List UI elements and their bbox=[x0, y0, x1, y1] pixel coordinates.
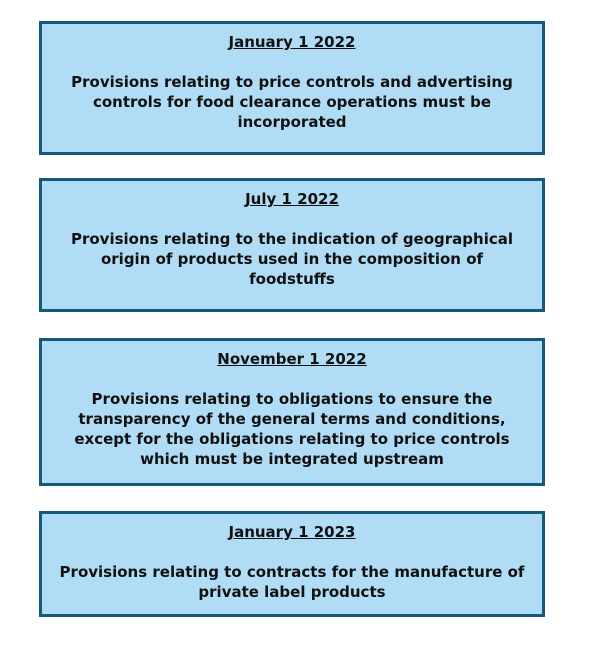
milestone-box-4 bbox=[39, 511, 545, 617]
milestone-box-3 bbox=[39, 338, 545, 486]
milestone-description: Provisions relating to the indication of geographical origin of products used in the composition of foodstuffs bbox=[70, 230, 514, 288]
milestone-date: January 1 2023 bbox=[228, 523, 356, 541]
milestone-description: Provisions relating to obligations to ensure the transparency of the general terms and conditions, except for the obligations relating to price controls which must be integrated upstream bbox=[74, 390, 510, 468]
milestone-description: Provisions relating to price controls and advertising controls for food clearance operations must be incorporated bbox=[71, 73, 513, 131]
milestone-date: January 1 2022 bbox=[228, 33, 356, 51]
milestone-box-2 bbox=[39, 178, 545, 312]
milestone-box-1 bbox=[39, 21, 545, 155]
milestone-date: November 1 2022 bbox=[217, 350, 367, 368]
milestone-description: Provisions relating to contracts for the manufacture of private label products bbox=[59, 563, 525, 601]
milestone-date: July 1 2022 bbox=[245, 190, 339, 208]
